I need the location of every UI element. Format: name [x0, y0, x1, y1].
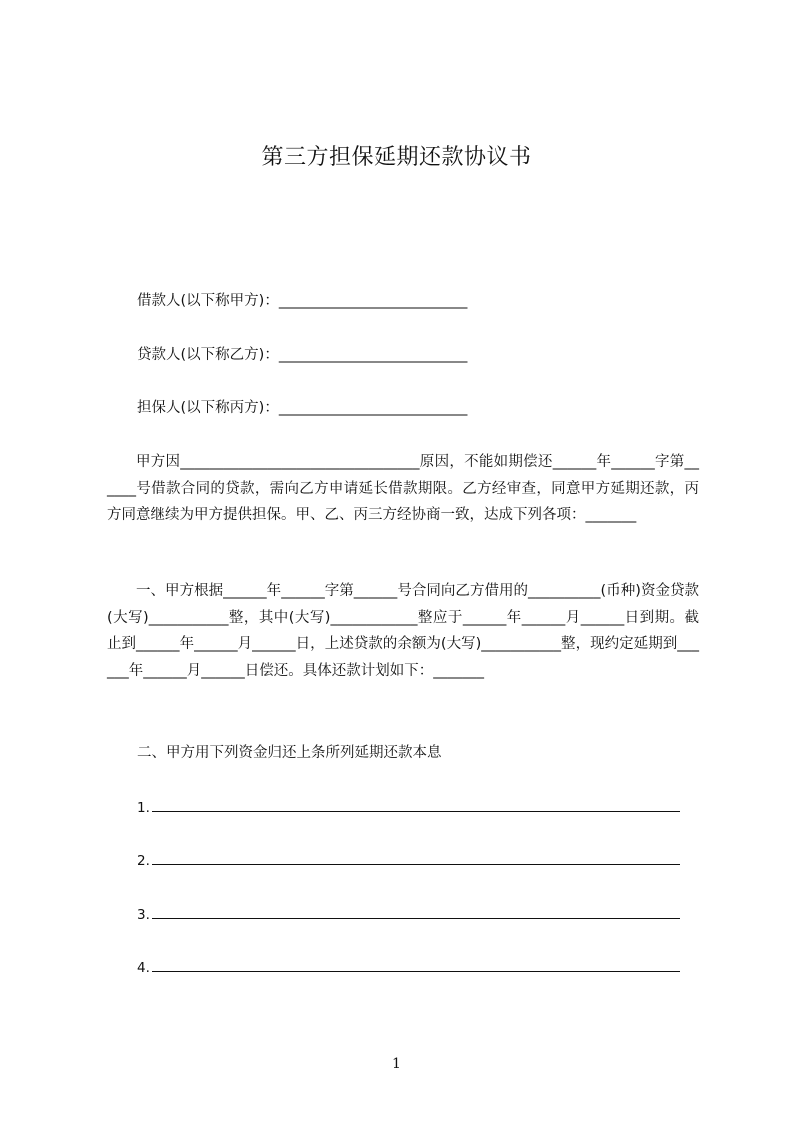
clause-1-paragraph	[107, 578, 699, 684]
intro-paragraph	[107, 449, 699, 529]
clause1-blank-14: ______	[107, 636, 699, 679]
clause1-text-17: 日偿还。具体还款计划如下：	[244, 662, 434, 679]
item-number: 3.	[137, 907, 150, 923]
clause1-blank-3: ______	[353, 583, 398, 599]
intro-text-3: 年	[596, 454, 612, 470]
clause1-text-6: 整，其中(大写)	[228, 609, 331, 626]
clause1-text-13: 日，上述贷款的余额为(大写)	[295, 636, 482, 652]
intro-text-5: 号借款合同的贷款，需向乙方申请延长借款期限。乙方经审查，同意甲方延期还款，丙方同意继续为甲方提供担保。甲、乙、丙三方经协商一致，达成下列各项：	[107, 480, 699, 523]
item-blank-line	[152, 799, 680, 812]
lender-label: 贷款人(以下称乙方)：	[137, 347, 279, 363]
repayment-item-3	[137, 906, 680, 924]
clause1-text-4: 号合同向乙方借用的	[397, 583, 529, 599]
lender-field	[137, 345, 467, 365]
item-number: 2.	[137, 853, 150, 869]
intro-blank-4: ______	[107, 454, 700, 497]
intro-blank-1: _________________________________	[180, 454, 420, 470]
clause1-blank-7: ______	[462, 609, 507, 626]
lender-blank: __________________________	[278, 347, 468, 363]
intro-text-2: 原因，不能如期偿还	[419, 454, 553, 470]
repayment-item-2	[137, 852, 680, 870]
clause1-text-7: 整应于	[417, 609, 463, 626]
clause1-blank-10: ______	[136, 636, 180, 652]
intro-blank-3: ______	[611, 454, 655, 470]
clause1-text-14: 整，现约定延期到	[561, 636, 678, 652]
guarantor-blank: __________________________	[278, 400, 468, 416]
clause1-text-16: 月	[186, 662, 202, 679]
borrower-label: 借款人(以下称甲方)：	[137, 293, 279, 309]
intro-blank-5: _______	[585, 507, 637, 523]
clause1-text-10: 日到期。截止到	[107, 609, 700, 652]
item-blank-line	[152, 852, 680, 865]
clause1-blank-6: ____________	[330, 609, 418, 626]
borrower-field	[137, 291, 467, 311]
clause1-blank-8: ______	[521, 609, 566, 626]
item-number: 4.	[137, 960, 150, 976]
guarantor-field	[137, 398, 467, 418]
clause1-text-15: 年	[128, 662, 144, 679]
repayment-item-1	[137, 799, 680, 817]
clause1-text-11: 年	[179, 636, 195, 652]
clause1-blank-17: _______	[433, 662, 484, 679]
clause1-text-2: 年	[266, 583, 282, 599]
clause1-text-1: 一、甲方根据	[136, 583, 224, 599]
guarantor-label: 担保人(以下称丙方)：	[137, 400, 279, 416]
clause-2-heading: 二、甲方用下列资金归还上条所列延期还款本息	[137, 745, 442, 761]
clause1-blank-5: ___________	[148, 609, 229, 626]
clause1-blank-16: ______	[201, 662, 245, 679]
intro-blank-2: ______	[552, 454, 597, 470]
clause1-text-3: 字第	[324, 583, 354, 599]
clause1-text-5: (币种)资金贷款(大写)	[107, 583, 700, 626]
clause1-blank-1: ______	[223, 583, 267, 599]
document-title: 第三方担保延期还款协议书	[261, 145, 532, 170]
repayment-item-4	[137, 959, 680, 977]
clause1-blank-2: ______	[281, 583, 325, 599]
clause1-text-9: 月	[565, 609, 581, 626]
intro-text-1: 甲方因	[136, 454, 181, 470]
clause1-blank-15: ______	[143, 662, 187, 679]
intro-text-4: 字第	[654, 454, 685, 470]
clause1-blank-11: ______	[194, 636, 238, 652]
item-blank-line	[152, 959, 680, 972]
page-number: 1	[392, 1056, 401, 1072]
clause1-blank-4: __________	[528, 583, 601, 599]
clause1-blank-12: ______	[252, 636, 296, 652]
borrower-blank: __________________________	[278, 293, 468, 309]
clause1-blank-13: ___________	[481, 636, 562, 652]
item-blank-line	[152, 906, 680, 919]
clause1-blank-9: ______	[580, 609, 625, 626]
clause1-text-8: 年	[506, 609, 522, 626]
clause1-text-12: 月	[237, 636, 253, 652]
item-number: 1.	[137, 800, 150, 816]
